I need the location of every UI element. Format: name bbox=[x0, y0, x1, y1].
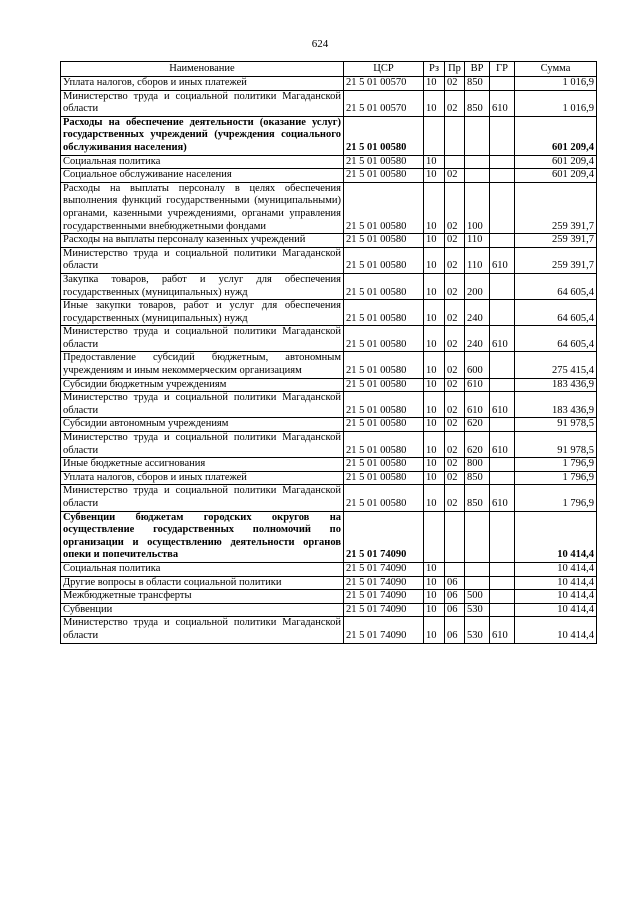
cell-pr: 02 bbox=[445, 182, 465, 233]
cell-name: Министерство труда и социальной политики Магаданской области bbox=[61, 617, 344, 643]
cell-sum: 1 796,9 bbox=[515, 485, 597, 511]
budget-table bbox=[60, 61, 597, 644]
cell-vr: 240 bbox=[465, 326, 490, 352]
cell-csr: 21 5 01 00580 bbox=[344, 392, 424, 418]
cell-name: Социальная политика bbox=[61, 562, 344, 576]
cell-csr: 21 5 01 00580 bbox=[344, 169, 424, 183]
cell-csr: 21 5 01 00580 bbox=[344, 485, 424, 511]
cell-gr bbox=[490, 576, 515, 590]
column-header-rz: Рз bbox=[424, 62, 445, 77]
cell-pr: 02 bbox=[445, 273, 465, 299]
cell-name: Субвенции bbox=[61, 603, 344, 617]
cell-vr: 610 bbox=[465, 378, 490, 392]
cell-gr bbox=[490, 300, 515, 326]
table-row bbox=[61, 590, 597, 604]
cell-csr: 21 5 01 00580 bbox=[344, 418, 424, 432]
cell-name: Министерство труда и социальной политики Магаданской области bbox=[61, 90, 344, 116]
page-number: 624 bbox=[311, 38, 329, 50]
cell-vr bbox=[465, 169, 490, 183]
cell-sum: 601 209,4 bbox=[515, 155, 597, 169]
table-row bbox=[61, 352, 597, 378]
cell-gr bbox=[490, 352, 515, 378]
cell-pr: 02 bbox=[445, 90, 465, 116]
cell-sum: 183 436,9 bbox=[515, 392, 597, 418]
table-row bbox=[61, 471, 597, 485]
cell-rz: 10 bbox=[424, 418, 445, 432]
column-header-name: Наименование bbox=[61, 62, 344, 77]
cell-rz: 10 bbox=[424, 562, 445, 576]
cell-name: Субсидии автономным учреждениям bbox=[61, 418, 344, 432]
table-row bbox=[61, 432, 597, 458]
cell-gr bbox=[490, 169, 515, 183]
cell-gr bbox=[490, 378, 515, 392]
cell-gr bbox=[490, 77, 515, 91]
cell-pr: 02 bbox=[445, 247, 465, 273]
table-row bbox=[61, 155, 597, 169]
cell-sum: 601 209,4 bbox=[515, 169, 597, 183]
cell-rz: 10 bbox=[424, 392, 445, 418]
cell-gr: 610 bbox=[490, 617, 515, 643]
cell-vr: 200 bbox=[465, 273, 490, 299]
cell-vr: 100 bbox=[465, 182, 490, 233]
cell-sum: 1 016,9 bbox=[515, 90, 597, 116]
table-row bbox=[61, 169, 597, 183]
cell-sum: 10 414,4 bbox=[515, 603, 597, 617]
cell-gr bbox=[490, 234, 515, 248]
cell-rz: 10 bbox=[424, 77, 445, 91]
cell-sum: 259 391,7 bbox=[515, 182, 597, 233]
cell-csr: 21 5 01 00580 bbox=[344, 182, 424, 233]
cell-csr: 21 5 01 00580 bbox=[344, 300, 424, 326]
cell-sum: 91 978,5 bbox=[515, 418, 597, 432]
cell-vr: 530 bbox=[465, 603, 490, 617]
cell-gr bbox=[490, 471, 515, 485]
cell-pr: 02 bbox=[445, 392, 465, 418]
cell-csr: 21 5 01 00580 bbox=[344, 234, 424, 248]
table-row bbox=[61, 90, 597, 116]
cell-rz: 10 bbox=[424, 576, 445, 590]
cell-vr: 110 bbox=[465, 234, 490, 248]
cell-csr: 21 5 01 74090 bbox=[344, 562, 424, 576]
cell-name: Министерство труда и социальной политики Магаданской области bbox=[61, 485, 344, 511]
cell-gr: 610 bbox=[490, 485, 515, 511]
cell-csr: 21 5 01 00580 bbox=[344, 155, 424, 169]
cell-csr: 21 5 01 00580 bbox=[344, 378, 424, 392]
cell-name: Социальная политика bbox=[61, 155, 344, 169]
cell-pr: 06 bbox=[445, 576, 465, 590]
cell-pr: 06 bbox=[445, 603, 465, 617]
cell-gr bbox=[490, 458, 515, 472]
cell-vr bbox=[465, 116, 490, 155]
cell-name: Предоставление субсидий бюджетным, автономным учреждениям и иным некоммерческим организациям bbox=[61, 352, 344, 378]
cell-rz: 10 bbox=[424, 90, 445, 116]
cell-csr: 21 5 01 00580 bbox=[344, 247, 424, 273]
cell-vr: 850 bbox=[465, 485, 490, 511]
cell-csr: 21 5 01 00570 bbox=[344, 77, 424, 91]
cell-csr: 21 5 01 00580 bbox=[344, 273, 424, 299]
cell-name: Другие вопросы в области социальной политики bbox=[61, 576, 344, 590]
cell-sum: 64 605,4 bbox=[515, 273, 597, 299]
cell-pr: 02 bbox=[445, 458, 465, 472]
column-header-sum: Сумма bbox=[515, 62, 597, 77]
cell-rz: 10 bbox=[424, 273, 445, 299]
cell-vr: 850 bbox=[465, 90, 490, 116]
table-body bbox=[61, 77, 597, 644]
cell-rz bbox=[424, 511, 445, 562]
cell-gr bbox=[490, 116, 515, 155]
cell-gr bbox=[490, 590, 515, 604]
cell-gr bbox=[490, 562, 515, 576]
cell-sum: 1 796,9 bbox=[515, 471, 597, 485]
cell-name: Субсидии бюджетным учреждениям bbox=[61, 378, 344, 392]
cell-rz bbox=[424, 116, 445, 155]
table-row bbox=[61, 378, 597, 392]
cell-name: Министерство труда и социальной политики Магаданской области bbox=[61, 392, 344, 418]
cell-sum: 601 209,4 bbox=[515, 116, 597, 155]
cell-vr: 500 bbox=[465, 590, 490, 604]
cell-gr: 610 bbox=[490, 432, 515, 458]
table-row bbox=[61, 576, 597, 590]
cell-sum: 275 415,4 bbox=[515, 352, 597, 378]
cell-sum: 10 414,4 bbox=[515, 617, 597, 643]
cell-sum: 1 796,9 bbox=[515, 458, 597, 472]
cell-gr bbox=[490, 182, 515, 233]
table-row bbox=[61, 458, 597, 472]
table-row bbox=[61, 485, 597, 511]
cell-gr: 610 bbox=[490, 90, 515, 116]
cell-csr: 21 5 01 00580 bbox=[344, 326, 424, 352]
cell-pr: 06 bbox=[445, 590, 465, 604]
table-row bbox=[61, 234, 597, 248]
cell-gr: 610 bbox=[490, 326, 515, 352]
table-row bbox=[61, 77, 597, 91]
cell-vr bbox=[465, 511, 490, 562]
cell-pr: 02 bbox=[445, 418, 465, 432]
cell-sum: 64 605,4 bbox=[515, 326, 597, 352]
cell-vr: 620 bbox=[465, 418, 490, 432]
cell-rz: 10 bbox=[424, 352, 445, 378]
table-row bbox=[61, 392, 597, 418]
cell-vr bbox=[465, 576, 490, 590]
cell-vr bbox=[465, 155, 490, 169]
cell-vr: 850 bbox=[465, 77, 490, 91]
cell-name: Иные бюджетные ассигнования bbox=[61, 458, 344, 472]
cell-sum: 1 016,9 bbox=[515, 77, 597, 91]
cell-vr: 240 bbox=[465, 300, 490, 326]
cell-name: Министерство труда и социальной политики Магаданской области bbox=[61, 432, 344, 458]
cell-rz: 10 bbox=[424, 603, 445, 617]
cell-gr: 610 bbox=[490, 392, 515, 418]
cell-rz: 10 bbox=[424, 590, 445, 604]
cell-gr bbox=[490, 155, 515, 169]
cell-rz: 10 bbox=[424, 378, 445, 392]
cell-rz: 10 bbox=[424, 326, 445, 352]
cell-vr: 610 bbox=[465, 392, 490, 418]
cell-csr: 21 5 01 74090 bbox=[344, 617, 424, 643]
cell-rz: 10 bbox=[424, 247, 445, 273]
cell-pr: 02 bbox=[445, 300, 465, 326]
cell-sum: 259 391,7 bbox=[515, 234, 597, 248]
cell-pr: 06 bbox=[445, 617, 465, 643]
cell-rz: 10 bbox=[424, 182, 445, 233]
cell-pr: 02 bbox=[445, 326, 465, 352]
cell-pr: 02 bbox=[445, 432, 465, 458]
cell-csr: 21 5 01 74090 bbox=[344, 576, 424, 590]
cell-gr bbox=[490, 511, 515, 562]
cell-gr bbox=[490, 273, 515, 299]
cell-pr bbox=[445, 155, 465, 169]
cell-rz: 10 bbox=[424, 234, 445, 248]
cell-rz: 10 bbox=[424, 617, 445, 643]
cell-sum: 10 414,4 bbox=[515, 590, 597, 604]
table-row bbox=[61, 418, 597, 432]
cell-sum: 259 391,7 bbox=[515, 247, 597, 273]
cell-vr: 800 bbox=[465, 458, 490, 472]
cell-pr: 02 bbox=[445, 471, 465, 485]
table-row bbox=[61, 116, 597, 155]
cell-vr: 530 bbox=[465, 617, 490, 643]
table-row bbox=[61, 562, 597, 576]
cell-gr bbox=[490, 603, 515, 617]
cell-name: Министерство труда и социальной политики Магаданской области bbox=[61, 247, 344, 273]
cell-sum: 91 978,5 bbox=[515, 432, 597, 458]
cell-csr: 21 5 01 74090 bbox=[344, 511, 424, 562]
cell-name: Закупка товаров, работ и услуг для обеспечения государственных (муниципальных) нужд bbox=[61, 273, 344, 299]
cell-csr: 21 5 01 00580 bbox=[344, 352, 424, 378]
cell-pr: 02 bbox=[445, 234, 465, 248]
cell-vr: 850 bbox=[465, 471, 490, 485]
cell-csr: 21 5 01 74090 bbox=[344, 590, 424, 604]
cell-name: Расходы на выплаты персоналу в целях обеспечения выполнения функций государственными (муниципальными) органами, казенными учреждениями, органами управления государственными внебюджетными фондами bbox=[61, 182, 344, 233]
cell-vr: 600 bbox=[465, 352, 490, 378]
cell-csr: 21 5 01 74090 bbox=[344, 603, 424, 617]
cell-pr: 02 bbox=[445, 169, 465, 183]
table-row bbox=[61, 300, 597, 326]
cell-vr bbox=[465, 562, 490, 576]
cell-rz: 10 bbox=[424, 471, 445, 485]
cell-rz: 10 bbox=[424, 155, 445, 169]
table-row bbox=[61, 603, 597, 617]
cell-rz: 10 bbox=[424, 485, 445, 511]
cell-pr: 02 bbox=[445, 485, 465, 511]
cell-name: Уплата налогов, сборов и иных платежей bbox=[61, 471, 344, 485]
cell-sum: 183 436,9 bbox=[515, 378, 597, 392]
cell-csr: 21 5 01 00580 bbox=[344, 458, 424, 472]
cell-sum: 64 605,4 bbox=[515, 300, 597, 326]
column-header-csr: ЦСР bbox=[344, 62, 424, 77]
table-row bbox=[61, 511, 597, 562]
cell-pr bbox=[445, 562, 465, 576]
cell-name: Социальное обслуживание населения bbox=[61, 169, 344, 183]
table-row bbox=[61, 617, 597, 643]
cell-csr: 21 5 01 00580 bbox=[344, 471, 424, 485]
table-row bbox=[61, 247, 597, 273]
column-header-vr: ВР bbox=[465, 62, 490, 77]
column-header-pr: Пр bbox=[445, 62, 465, 77]
cell-sum: 10 414,4 bbox=[515, 562, 597, 576]
table-header-row bbox=[61, 62, 597, 77]
cell-name: Иные закупки товаров, работ и услуг для обеспечения государственных (муниципальных) нужд bbox=[61, 300, 344, 326]
cell-sum: 10 414,4 bbox=[515, 511, 597, 562]
cell-rz: 10 bbox=[424, 458, 445, 472]
cell-name: Расходы на обеспечение деятельности (оказание услуг) государственных учреждений (учреждения социального обслуживания населения) bbox=[61, 116, 344, 155]
cell-gr: 610 bbox=[490, 247, 515, 273]
table-row bbox=[61, 326, 597, 352]
cell-csr: 21 5 01 00570 bbox=[344, 90, 424, 116]
cell-name: Уплата налогов, сборов и иных платежей bbox=[61, 77, 344, 91]
cell-pr: 02 bbox=[445, 378, 465, 392]
cell-name: Субвенции бюджетам городских округов на осуществление государственных полномочий по организации и осуществлению деятельности органов опеки и попечительства bbox=[61, 511, 344, 562]
cell-csr: 21 5 01 00580 bbox=[344, 116, 424, 155]
cell-name: Расходы на выплаты персоналу казенных учреждений bbox=[61, 234, 344, 248]
cell-pr bbox=[445, 511, 465, 562]
cell-csr: 21 5 01 00580 bbox=[344, 432, 424, 458]
cell-pr: 02 bbox=[445, 77, 465, 91]
cell-sum: 10 414,4 bbox=[515, 576, 597, 590]
cell-vr: 620 bbox=[465, 432, 490, 458]
cell-rz: 10 bbox=[424, 432, 445, 458]
cell-rz: 10 bbox=[424, 169, 445, 183]
cell-name: Межбюджетные трансферты bbox=[61, 590, 344, 604]
cell-name: Министерство труда и социальной политики Магаданской области bbox=[61, 326, 344, 352]
cell-vr: 110 bbox=[465, 247, 490, 273]
cell-pr bbox=[445, 116, 465, 155]
cell-pr: 02 bbox=[445, 352, 465, 378]
column-header-gr: ГР bbox=[490, 62, 515, 77]
cell-rz: 10 bbox=[424, 300, 445, 326]
table-row bbox=[61, 182, 597, 233]
table-row bbox=[61, 273, 597, 299]
cell-gr bbox=[490, 418, 515, 432]
